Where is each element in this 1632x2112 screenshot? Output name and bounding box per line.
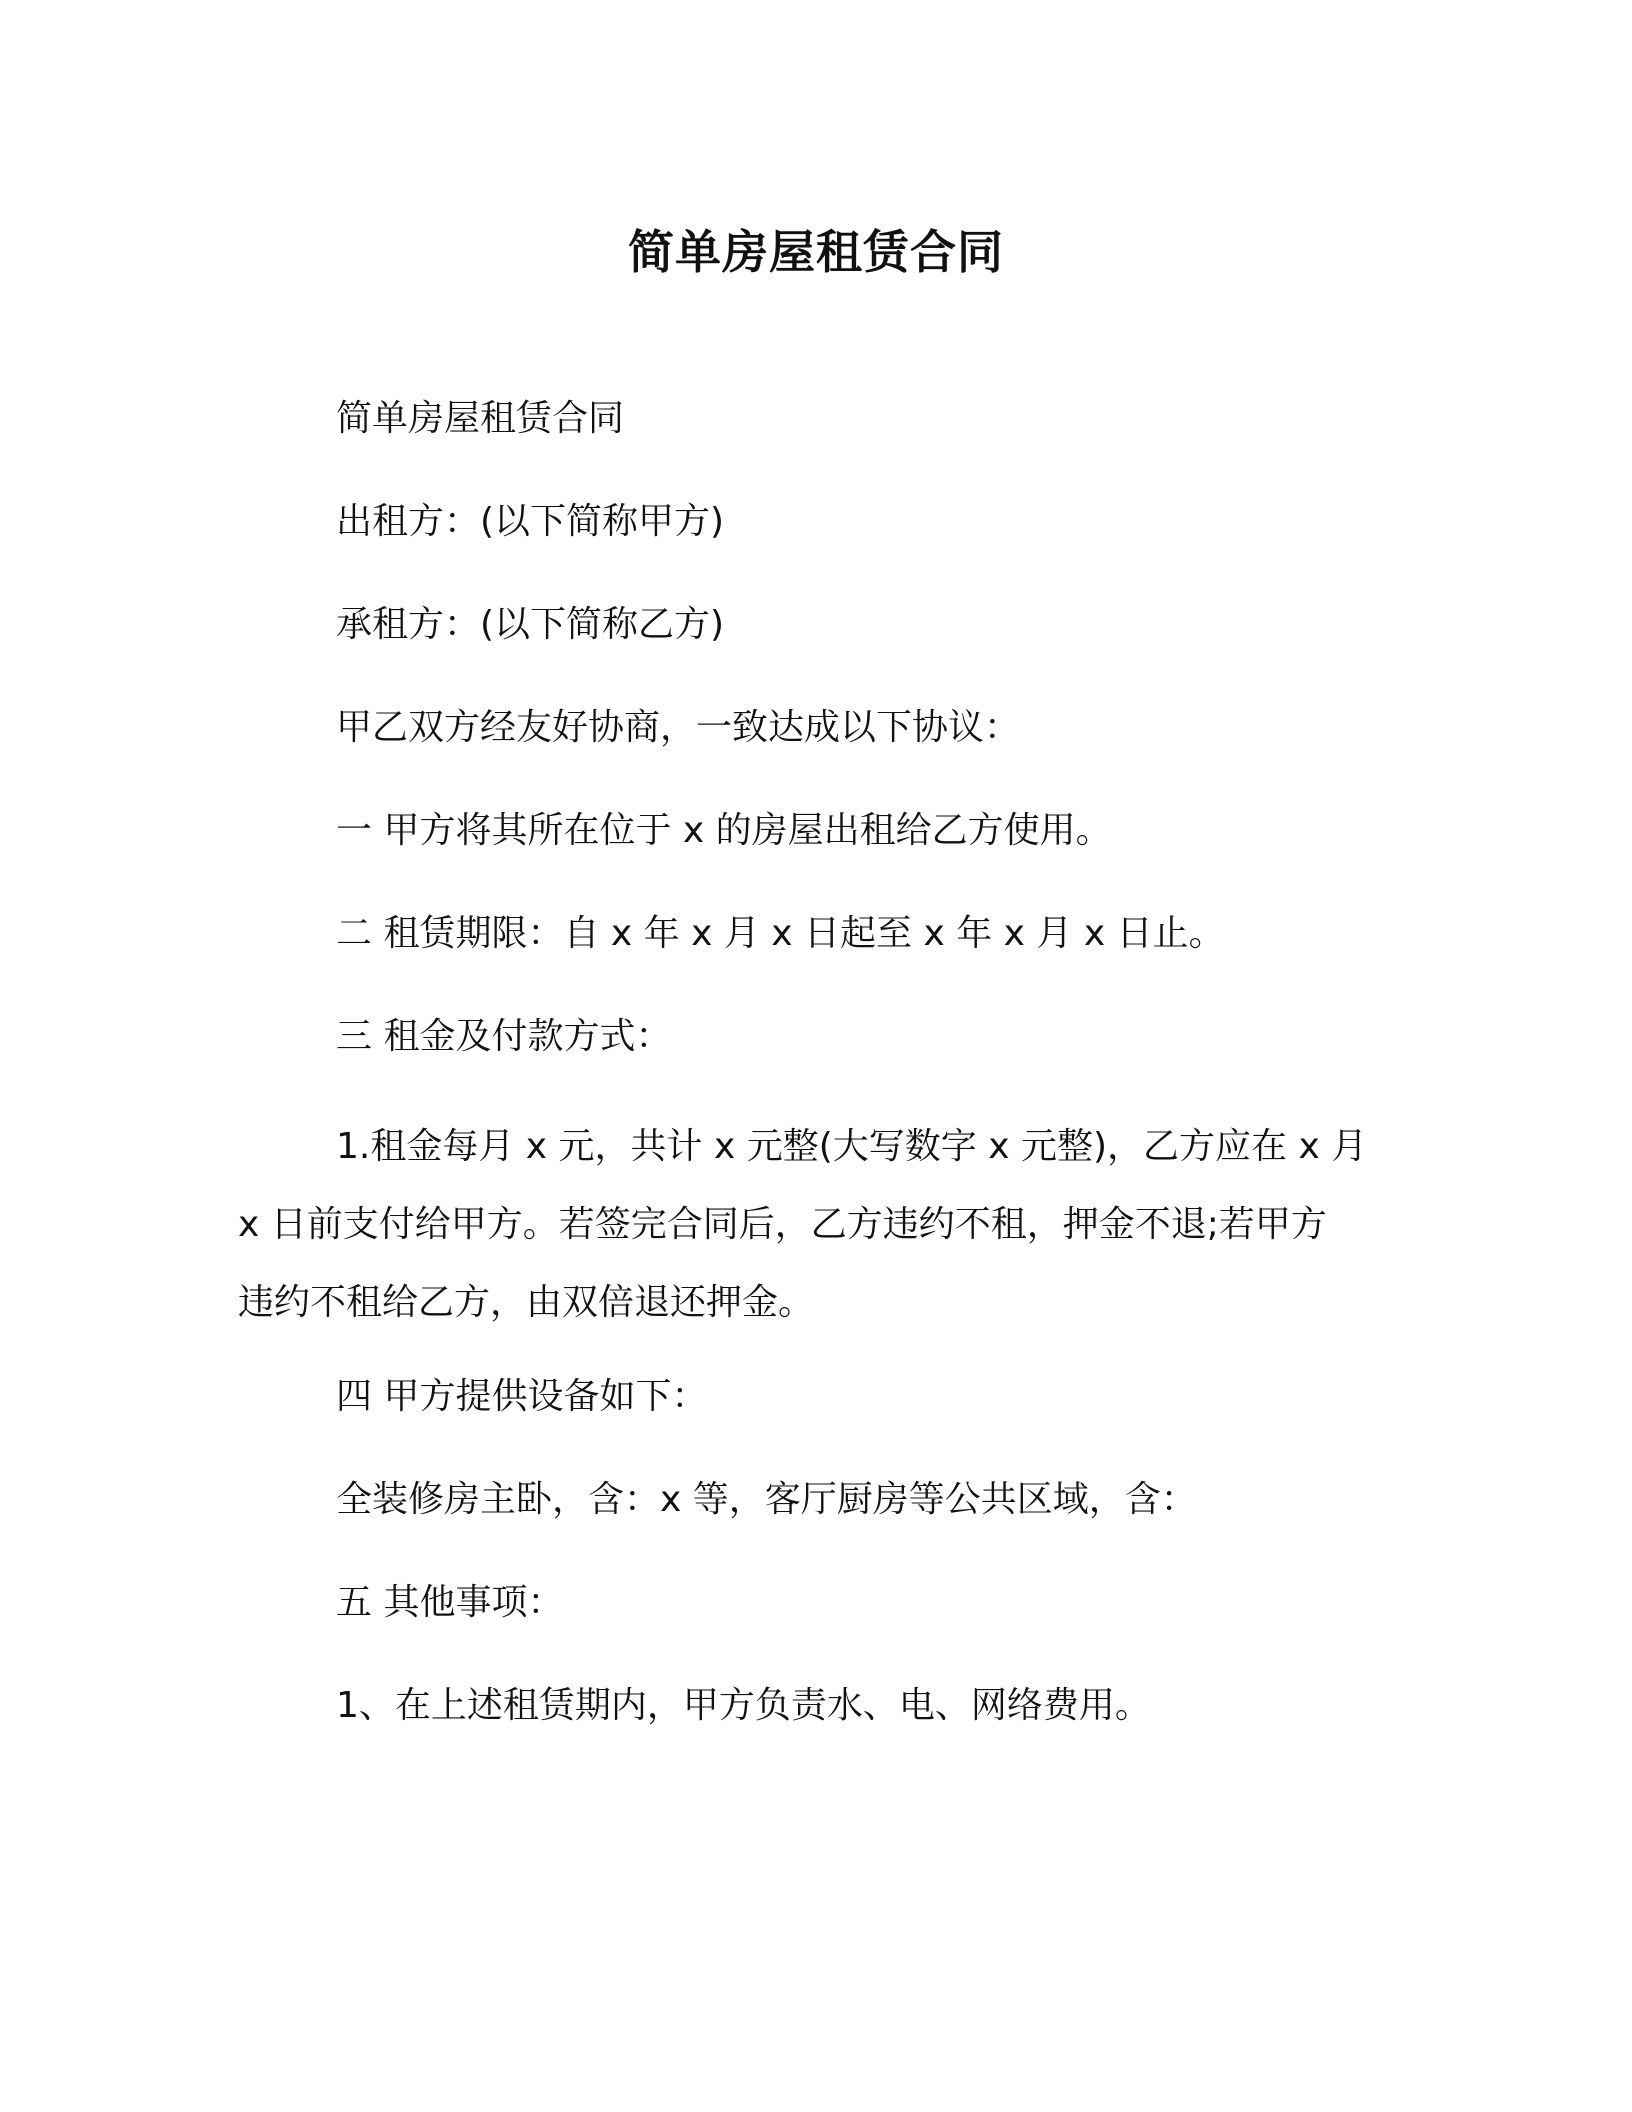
paragraph-other-item-1: 1、在上述租赁期内，甲方负责水、电、网络费用。 [336, 1685, 1151, 1726]
paragraph-clause-1: 一 甲方将其所在位于 x 的房屋出租给乙方使用。 [336, 810, 1112, 851]
paragraph-clause-3: 三 租金及付款方式： [336, 1016, 672, 1057]
rent-terms-line-1: 1.租金每月 x 元，共计 x 元整(大写数字 x 元整)，乙方应在 x 月 [336, 1126, 1368, 1167]
paragraph-agreement-intro: 甲乙双方经友好协商，一致达成以下协议： [336, 707, 1021, 748]
rent-terms-line-3: 违约不租给乙方，由双倍退还押金。 [238, 1282, 815, 1323]
paragraph-clause-4: 四 甲方提供设备如下： [336, 1376, 708, 1417]
paragraph-lessee: 承租方：(以下简称乙方) [336, 604, 725, 645]
document-title: 简单房屋租赁合同 [628, 225, 1004, 279]
paragraph-clause-2: 二 租赁期限：自 x 年 x 月 x 日起至 x 年 x 月 x 日止。 [336, 913, 1225, 954]
paragraph-clause-5: 五 其他事项： [336, 1582, 564, 1623]
paragraph-lessor: 出租方：(以下简称甲方) [336, 501, 725, 542]
rent-terms-line-2: x 日前支付给甲方。若签完合同后，乙方违约不租，押金不退;若甲方 [238, 1204, 1327, 1245]
paragraph-rent-terms [238, 1108, 1398, 1342]
paragraph-equipment: 全装修房主卧，含：x 等，客厅厨房等公共区域，含： [336, 1479, 1197, 1520]
paragraph-heading: 简单房屋租赁合同 [336, 398, 625, 439]
